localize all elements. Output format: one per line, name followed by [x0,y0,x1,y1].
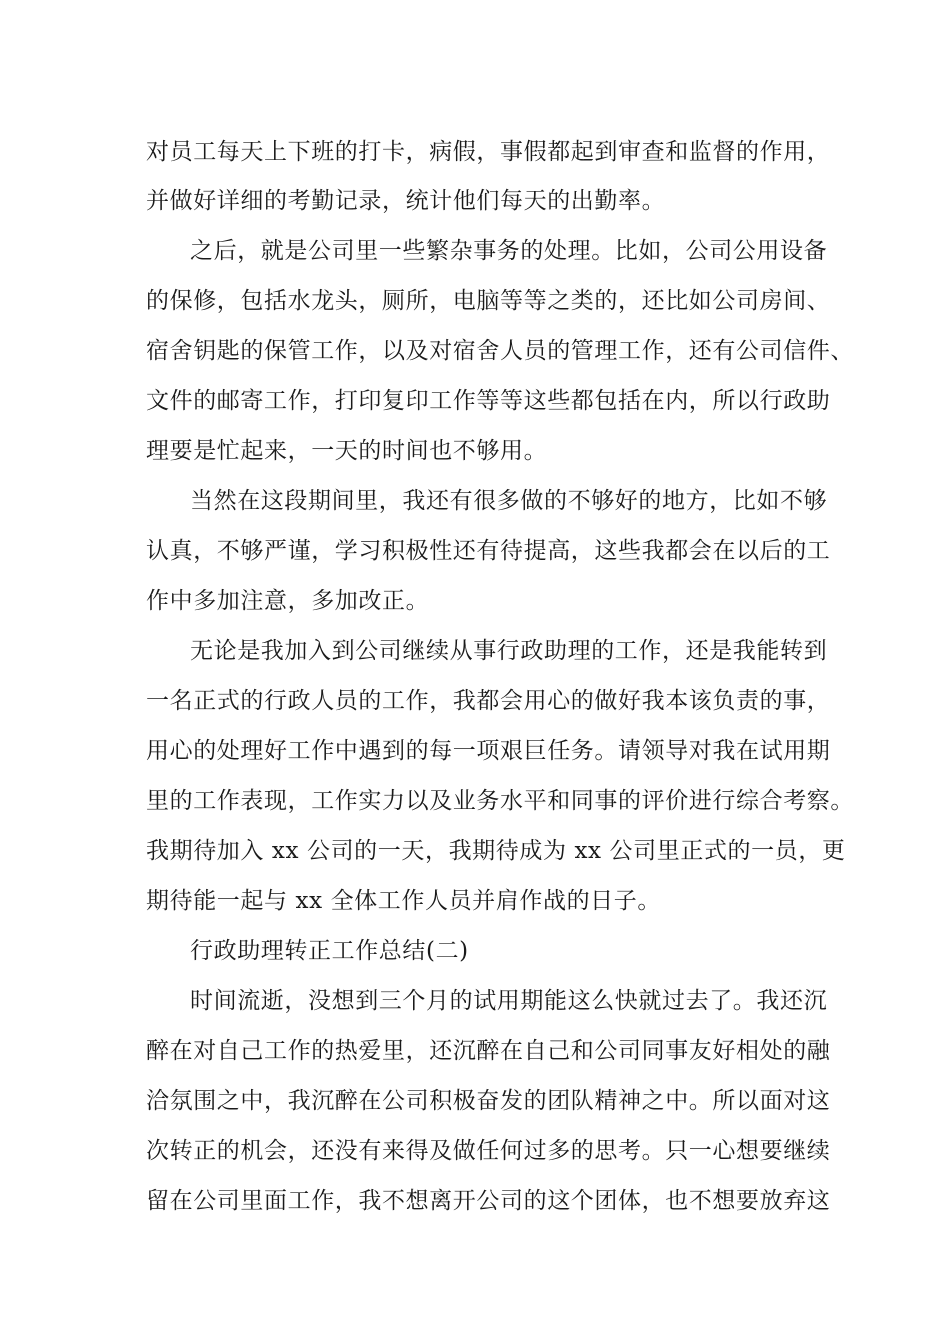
paragraph-first-line: 无论是我加入到公司继续从事行政助理的工作，还是我能转到 [190,638,828,664]
paragraph-first-line: 之后，就是公司里一些繁杂事务的处理。比如，公司公用设备 [190,238,828,264]
section-heading: 行政助理转正工作总结(二) [190,938,469,964]
text-line: 文件的邮寄工作，打印复印工作等等这些都包括在内，所以行政助 [146,388,831,414]
text-line: 里的工作表现，工作实力以及业务水平和同事的评价进行综合考察。 [146,788,854,814]
text-line: 用心的处理好工作中遇到的每一项艰巨任务。请领导对我在试用期 [146,738,831,764]
text-line: 次转正的机会，还没有来得及做任何过多的思考。只一心想要继续 [146,1138,831,1164]
text-line: 醉在对自己工作的热爱里，还沉醉在自己和公司同事友好相处的融 [146,1038,831,1064]
paragraph-first-line: 当然在这段期间里，我还有很多做的不够好的地方，比如不够 [190,488,828,514]
text-line: 并做好详细的考勤记录，统计他们每天的出勤率。 [146,188,666,214]
text-line: 留在公司里面工作，我不想离开公司的这个团体，也不想要放弃这 [146,1188,831,1214]
text-line: 认真，不够严谨，学习积极性还有待提高，这些我都会在以后的工 [146,538,831,564]
text-line: 期待能一起与 xx 全体工作人员并肩作战的日子。 [146,888,661,914]
text-line: 对员工每天上下班的打卡，病假，事假都起到审查和监督的作用， [146,139,831,165]
text-line: 洽氛围之中，我沉醉在公司积极奋发的团队精神之中。所以面对这 [146,1088,831,1114]
paragraph-first-line: 时间流逝，没想到三个月的试用期能这么快就过去了。我还沉 [190,988,828,1014]
text-line: 宿舍钥匙的保管工作，以及对宿舍人员的管理工作，还有公司信件、 [146,338,854,364]
text-line: 理要是忙起来，一天的时间也不够用。 [146,438,548,464]
text-line: 作中多加注意，多加改正。 [146,588,430,614]
text-line: 我期待加入 xx 公司的一天，我期待成为 xx 公司里正式的一员，更 [146,838,846,864]
text-line: 一名正式的行政人员的工作，我都会用心的做好我本该负责的事， [146,688,831,714]
text-line: 的保修，包括水龙头，厕所，电脑等等之类的，还比如公司房间、 [146,288,831,314]
